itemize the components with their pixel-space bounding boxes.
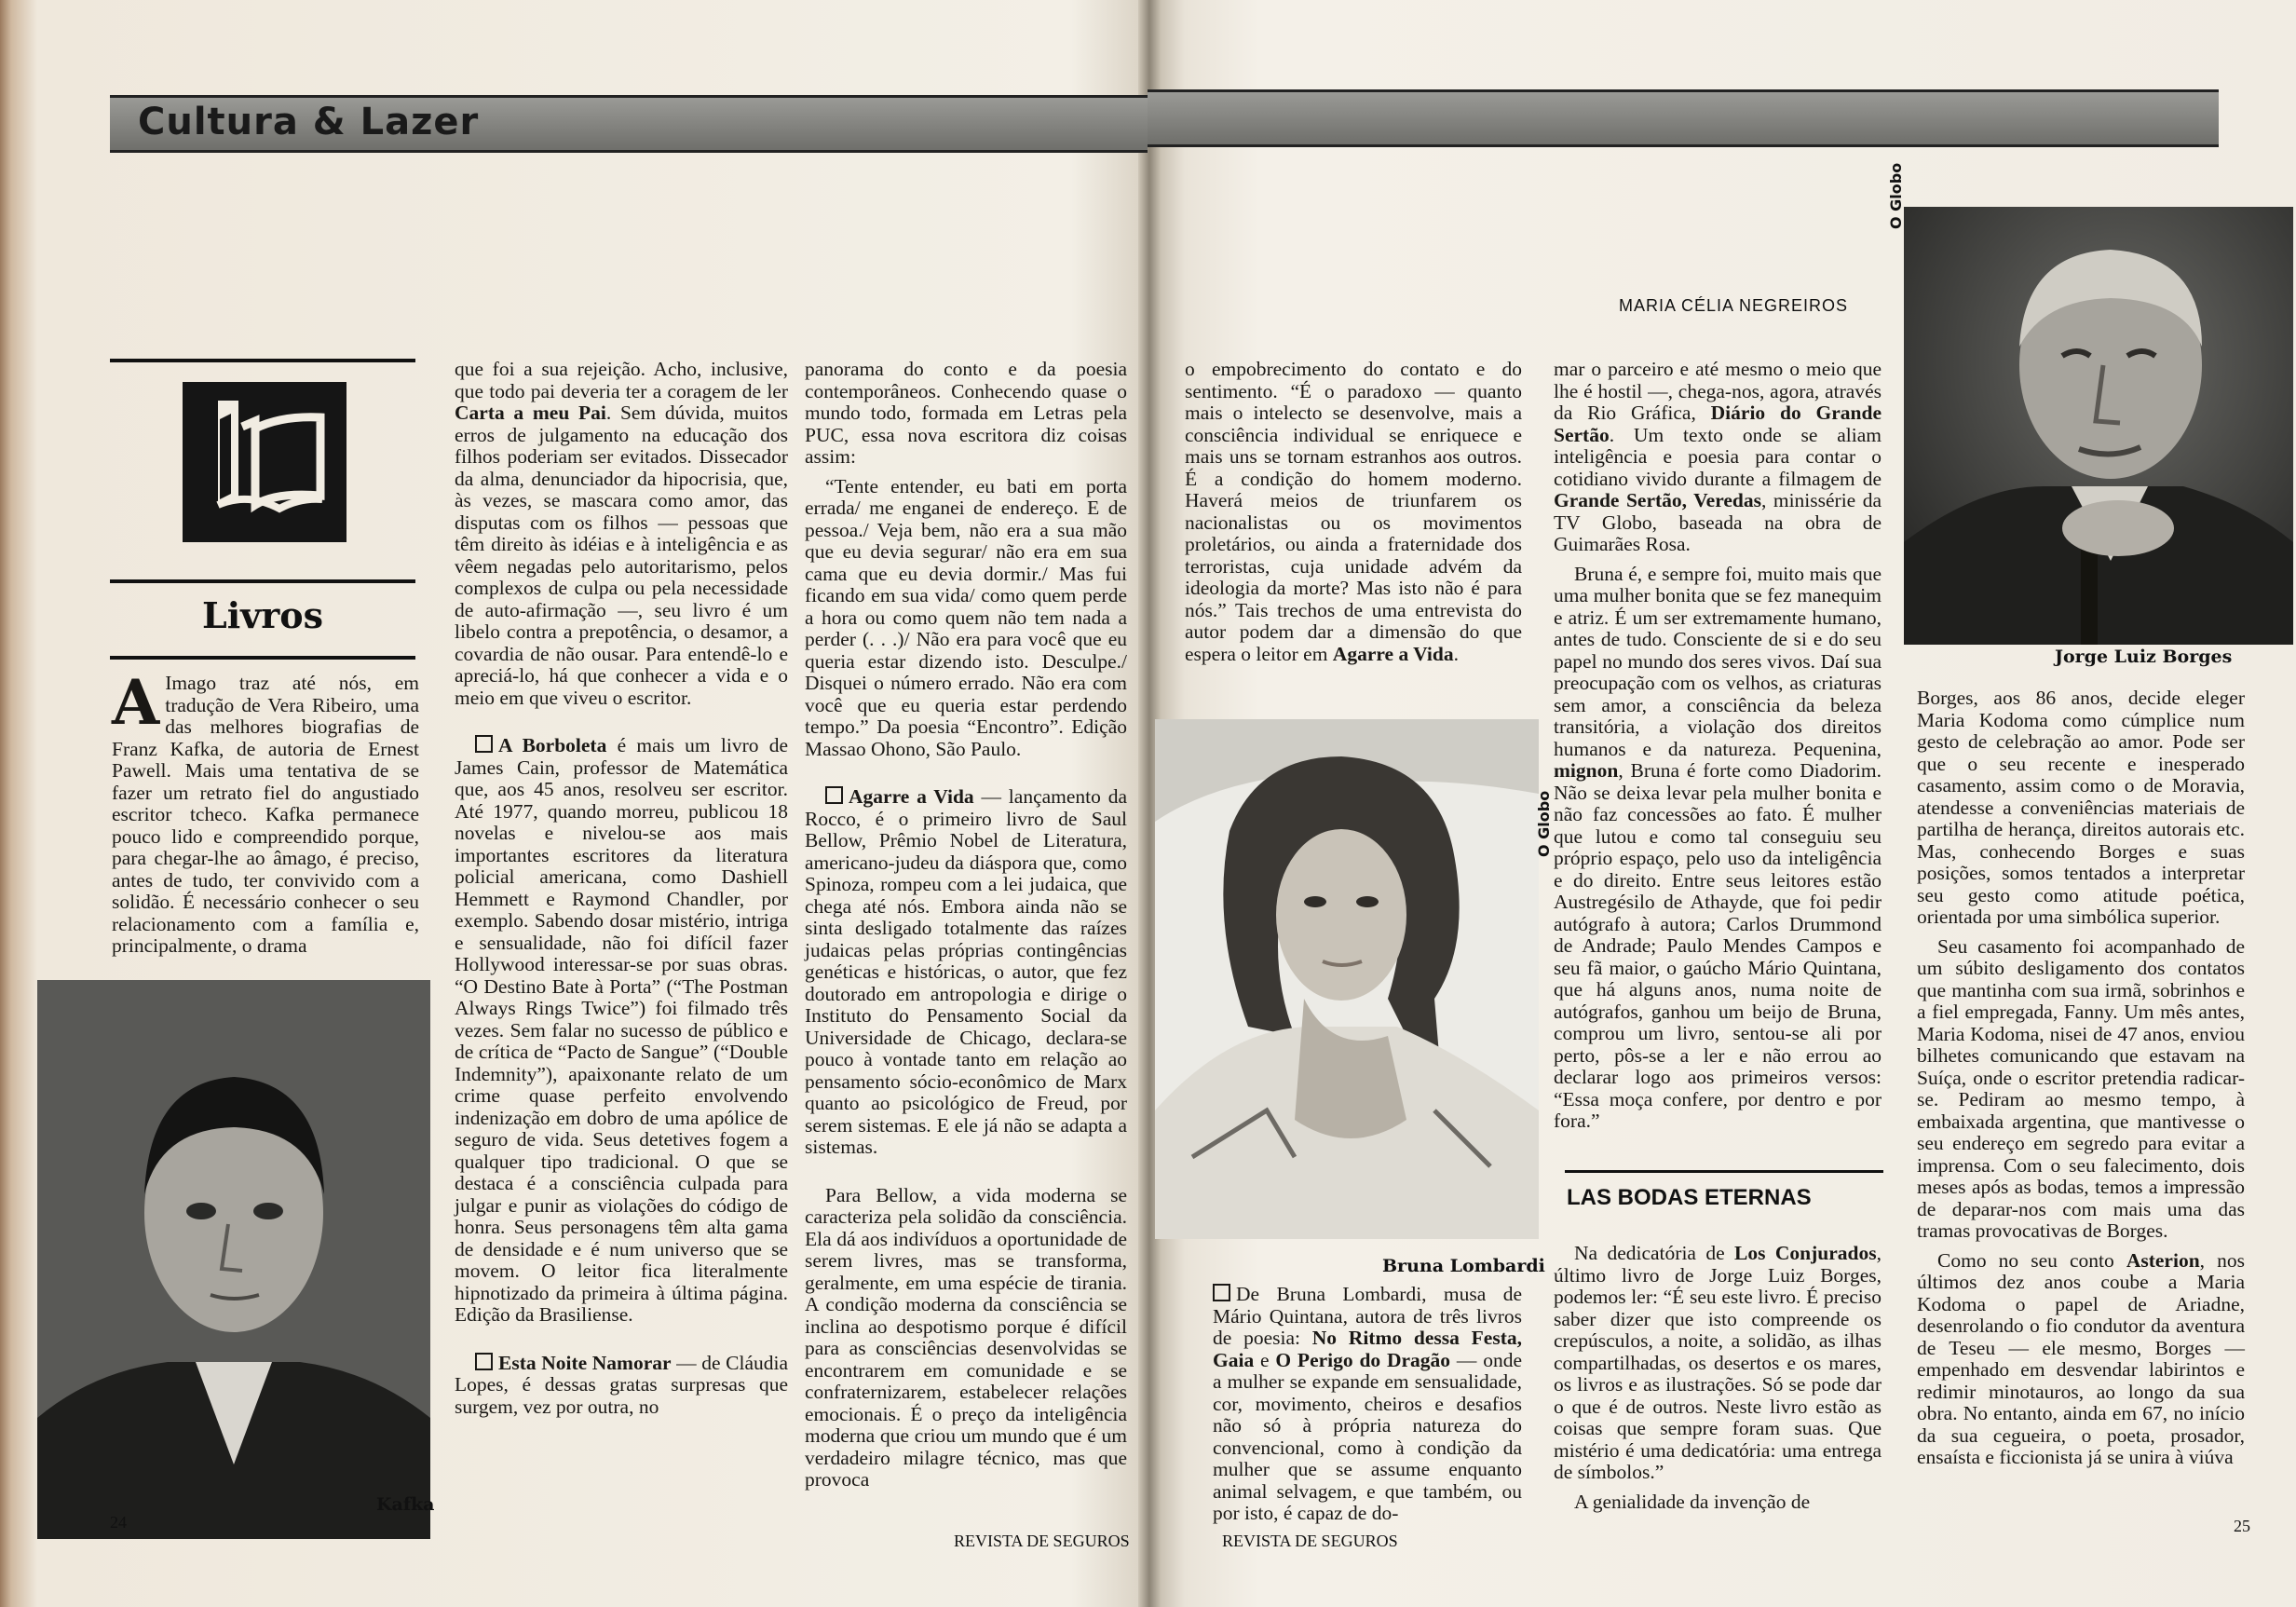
text: De Bruna Lombardi, musa de Mário Quintana, autora de três livros de poesia: — [1213, 1283, 1522, 1349]
column-left-2 — [455, 359, 788, 1425]
bullet-square — [825, 786, 843, 804]
borges-caption: Jorge Luiz Borges — [2055, 647, 2233, 667]
bruna-caption: Bruna Lombardi — [1382, 1256, 1545, 1276]
text: Seu casamento foi acompanhado de um súbito desligamento dos contatos que mantinha com sua irmã, sobrinhos e a fiel empregada, Fanny. Um mês antes, Maria Kodoma, nisei de 47 anos, enviou bilhetes comunicando que estavam na Suíça, onde o escritor pretendia radicar-se. Pediram ao mesmo tempo, à embaixada argentina, que mantivesse o seu endereço em segredo para evitar a imprensa. Com o seu falecimento, dois meses após as bodas, temos a impressão de deparar-nos com mais uma das tramas provocativas de Borges. — [1917, 934, 2245, 1242]
photo-credit-borges: O Globo — [1887, 162, 1905, 229]
page-number-right: 25 — [2234, 1517, 2250, 1535]
text: Para Bellow, a vida moderna se caracteriza pela solidão da consciência. Ela dá aos indivíduos a oportunidade de serem livres, mas se transforma, geralmente, em uma espécie de tirania. A condição moderna da consciência se inclina ao despotismo porque é difícil para as consciências desenvolvidas se encontrarem em comunidade e se confraternizarem, estabelecer relações emocionais. É o preço da inteligência moderna que criou um mundo que é um verdadeiro milagre técnico, mas que provoca — [805, 1183, 1127, 1491]
text: Como no seu conto — [1937, 1248, 2126, 1272]
kafka-caption: Kafka — [376, 1494, 435, 1515]
column-right-2 — [1554, 359, 1882, 1140]
book-title: Grande Sertão, Veredas — [1554, 489, 1761, 511]
book-title: Asterion — [2126, 1248, 2200, 1272]
text: Borges, aos 86 anos, decide eleger Maria Kodoma como cúmplice num gesto de celebração ao amor. Pode ser que o seu recente e inesperado casamento, assim como o de Moravia, atendesse a conveniências materiais de partilha de herança, direitos autorais etc. Mas, conhecendo Borges e suas posições, somos tentados a interpretar seu gesto como atitude poética, orientada por uma simbólica superior. — [1917, 687, 2245, 928]
section-heading: Livros — [202, 594, 323, 636]
dropcap: A — [112, 666, 160, 739]
text: Bruna é, e sempre foi, muito mais que uma mulher bonita que se fez manequim e atriz. É um ser extremamente humano, antes de tudo. Consciente de si e do seu papel no mundo dos seres vivos. Daí sua preocupação com os velhos, as criaturas sem amor, a consciência da beleza transitória, a violação dos direitos humanos e da natureza. Pequenina, — [1554, 562, 1882, 760]
subsection-heading: LAS BODAS ETERNAS — [1567, 1185, 1812, 1210]
rule-mid — [110, 579, 415, 583]
text: , último livro de Jorge Luiz Borges, podemos ler: “É seu este livro. É preciso saber dizer que isto compreende os crepúsculos, a noite, a solidão, as ilhas compartilhadas, os desertos e os mares, os livros e as ilustrações. Só se pode dar o que é de outros. Neste livro estão as coisas que sempre foram suas. Que mistério é uma dedicatória: uma entrega de símbolos.” — [1554, 1242, 1882, 1483]
book-title: Diário do Grande Sertão — [1554, 402, 1882, 446]
book-title: Los Conjurados — [1734, 1242, 1877, 1264]
book-title: Esta Noite Namorar — [498, 1351, 672, 1374]
column-left-3 — [805, 359, 1127, 1499]
kafka-portrait — [37, 980, 430, 1539]
book-title: Agarre a Vida — [849, 785, 974, 808]
text: — de Cláudia Lopes, é dessas gratas surpresas que surgem, vez por outra, no — [455, 1351, 789, 1418]
book-title: Carta a meu Pai — [455, 402, 606, 424]
text: o empobrecimento do contato e do sentimento. “É o paradoxo — quanto mais o intelecto se desenvolve, mais a consciência individual se enriquece e mais uns se tornam estranhos aos outros. É a condição do homem moderno. Haverá meios de triunfarem os nacionalistas ou os movimentos proletários, ou ainda a fraternidade dos terroristas, cuja unidade advém da ideologia da morte? Mas isto não é para nós.” Tais trechos de uma entrevista do autor podem dar a dimensão do que espera o leitor em — [1185, 358, 1522, 665]
bruna-lombardi-photo — [1155, 719, 1539, 1239]
borges-portrait — [1904, 207, 2293, 645]
magazine-footer-left: REVISTA DE SEGUROS — [954, 1532, 1130, 1550]
text: — lançamento da Rocco, é o primeiro livro de Saul Bellow, Prêmio Nobel de Literatura, americano-judeu da diáspora que, como Spinoza, rompeu com a lei judaica, que chega até nós. Embora ainda não se sinta desligado totalmente das raízes judaicas pelas próprias contingências genéticas e históricas, o autor, que fez doutorado em antropologia e dirige o Instituto do Pensamento Social da Universidade de Chicago, declara-se pouco à vontade tanto em relação ao pensamento sócio-econômico de Marx quanto ao psicológico de Freud, por serem sistemas. E ele já não se adapta a sistemas. — [805, 785, 1127, 1158]
bullet-square — [1213, 1284, 1230, 1301]
text: . — [1453, 642, 1459, 665]
rule-bottom — [110, 656, 415, 660]
column-right-1 — [1185, 359, 1522, 673]
emphasis: mignon — [1554, 759, 1619, 782]
book-icon — [183, 382, 346, 542]
bullet-square — [475, 1353, 493, 1370]
column-left-1 — [112, 666, 419, 965]
text: que foi a sua rejeição. Acho, inclusive, que todo pai deveria ter a coragem de ler — [455, 358, 788, 402]
column-right-3 — [1917, 688, 2245, 1477]
text: . Um texto onde se aliam inteligência e poesia para contar o cotidiano vivido durante a filmagem de — [1554, 423, 1882, 490]
text: Na dedicatória de — [1574, 1242, 1735, 1264]
page-number-left: 24 — [110, 1513, 127, 1532]
book-title: A Borboleta — [498, 734, 607, 756]
text: é mais um livro de James Cain, professor de Matemática que, aos 45 anos, resolveu ser escritor. Até 1977, quando morreu, publicou 18 novelas e nivelou-se aos mais importantes escritores da literatura policial americana, como Dashiell Hemmett e Raymond Chandler, por exemplo. Sabendo dosar mistério, intriga e sensualidade, não foi difícil fazer Hollywood interessar-se por suas obras. “O Destino Bate à Porta” (“The Postman Always Rings Twice”) foi filmado três vezes. Sem falar no sucesso de público e de crítica de “Pacto de Sangue” (“Double Indemnity”), apaixonante relato de um crime quase perfeito envolvendo indenização em dobro de uma apólice de seguro de vida. Seus detetives fogem a qualquer tipo tradicional. O que se destaca é a consciência culpada para julgar e punir as violações do código de honra. Seus personagens têm alta gama de densidade e é num universo que se movem. O leitor fica literalmente hipnotizado da primeira à última página. Edição da Brasiliense. — [455, 734, 788, 1326]
text: , minissérie da TV Globo, baseada na obra de Guimarães Rosa. — [1554, 489, 1882, 555]
section-header-bar-right — [1148, 89, 2219, 147]
text: , nos últimos dez anos coube a Maria Kodoma o papel de Ariadne, desenrolando o fio condutor da aventura de Teseu — ele mesmo, Borges — empenhado em desvendar labirintos e redimir minotauros, ao longo da sua obra. No entanto, ainda em 67, no início da sua cegueira, o poeta, prosador, ensaísta e ficcionista já se unira à viúva — [1917, 1248, 2245, 1468]
bullet-square — [475, 735, 493, 753]
text: panorama do conto e da poesia contemporâneos. Conhecendo quase o mundo todo, formada em Letras pela PUC, essa nova escritora diz coisas assim: — [805, 358, 1127, 468]
text: e — [1254, 1348, 1276, 1371]
byline: MARIA CÉLIA NEGREIROS — [1619, 296, 1849, 315]
intro-text: Imago traz até nós, em tradução de Vera Ribeiro, uma das melhores biografias de Franz Kafka, de autoria de Ernest Pawell. Mais uma tentativa de se fazer um retrato fiel do angustiado escritor tcheco. Kafka permanece pouco lido e compreendido porque, para chegar-lhe ao âmago, é preciso, antes de tudo, ter convivido com a solidão. É necessário conhecer o seu relacionamento com a família e, principalmente, o drama — [112, 672, 419, 957]
book-title: Agarre a Vida — [1332, 642, 1454, 665]
photo-credit-bruna: O Globo — [1535, 790, 1553, 857]
rule-top — [110, 359, 415, 362]
column-right-2b — [1554, 1243, 1882, 1520]
text: — onde a mulher se expande em sensualidade, cor, movimento, cheiros e desafios não só à própria natureza do convencional, como à condição da mulher que se assume enquanto animal selvagem, e que também, ou por isto, é capaz de do- — [1213, 1348, 1522, 1524]
text: A genialidade da invenção de — [1574, 1490, 1811, 1513]
section-title: Cultura & Lazer — [138, 101, 480, 143]
magazine-footer-right: REVISTA DE SEGUROS — [1222, 1532, 1398, 1550]
subsection-rule — [1565, 1170, 1883, 1173]
column-right-1b — [1213, 1284, 1522, 1532]
poem-quote: “Tente entender, eu bati em porta errada/ me enganei de endereço. E de pessoa./ Veja bem, não era a sua mão que eu devia segurar/ não era em sua cama que eu devia dormir./ Mas fui ficando em sua vida/ como quem perde a hora ou como quem não tem nada a perder (. . .)/ Não era para você que eu queria estar dizendo isto. Desculpe./ Disquei o número errado. Não era com você que eu queria estar perdendo tempo.” Da poesia “Encontro”. Edição Massao Ohono, São Paulo. — [805, 474, 1127, 760]
text: mar o parceiro e até mesmo o meio que lhe é hostil —, chega-nos, agora, através da Rio Gráfica, — [1554, 358, 1882, 424]
text: , Bruna é forte como Diadorim. Não se deixa levar pela mulher bonita e não faz concessões ao fato. É mulher que lutou e como tal conseguiu seu próprio espaço, pelo uso da inteligência e do direito. Entre seus leitores estão Austregésilo de Athayde, que foi pedir autógrafo à autora; Carlos Drummond de Andrade; Paulo Mendes Campos e seu fã maior, o gaúcho Mário Quintana, que há alguns anos, numa noite de autógrafos, ganhou um beijo de Bruna, comprou um livro, sentou-se ali por perto, pôs-se a ler e não errou ao declarar logo aos primeiros versos: “Essa moça confere, por dentro e por fora.” — [1554, 759, 1882, 1132]
text: . Sem dúvida, muitos erros de julgamento na educação dos filhos poderiam ser evitados. Dissecador da alma, denunciador da hipocrisia, que, às vezes, se mascara como amor, das disputas com os filhos — pessoas que têm direito às idéias e à inteligência e as vêem negadas pelo autoritarismo, pelos complexos de culpa ou pela necessidade de auto-afirmação —, seu livro é um libelo contra a prepotência, o desamor, a covardia de não ousar. Para entendê-lo e apreciá-lo, há que conhecer a vida e o meio em que viveu o escritor. — [455, 402, 788, 709]
book-title: No Ritmo dessa Festa, Gaia — [1213, 1327, 1522, 1371]
book-title: O Perigo do Dragão — [1275, 1348, 1451, 1371]
